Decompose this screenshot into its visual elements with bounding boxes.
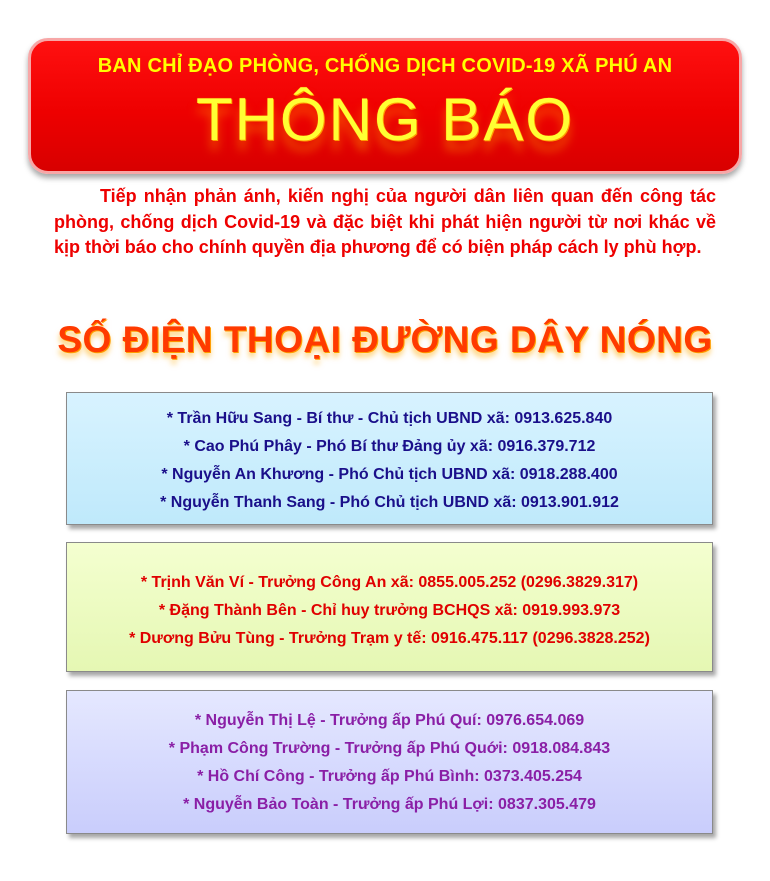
contact-line: * Nguyễn An Khương - Phó Chủ tịch UBND xã: 0918.288.400 <box>161 466 618 483</box>
banner-title: THÔNG BÁO <box>195 86 575 153</box>
contact-line: * Trần Hữu Sang - Bí thư - Chủ tịch UBND xã: 0913.625.840 <box>166 410 613 427</box>
notice-banner <box>28 38 742 174</box>
contact-line: * Đặng Thành Bên - Chỉ huy trưởng BCHQS xã: 0919.993.973 <box>158 602 621 619</box>
intro-paragraph: Tiếp nhận phản ánh, kiến nghị của người dân liên quan đến công tác phòng, chống dịch Covid-19 và đặc biệt khi phát hiện người từ nơi khác về kịp thời báo cho chính quyền địa phương để có biện pháp cách ly phù hợp. <box>54 186 716 257</box>
contact-group-hamlet-heads <box>66 690 713 834</box>
contact-line: * Nguyễn Thanh Sang - Phó Chủ tịch UBND xã: 0913.901.912 <box>160 494 619 511</box>
contact-line: * Cao Phú Phây - Phó Bí thư Đảng ủy xã: 0916.379.712 <box>183 438 596 455</box>
hotline-heading: SỐ ĐIỆN THOẠI ĐƯỜNG DÂY NÓNG <box>57 319 713 360</box>
contact-line: * Nguyễn Bảo Toàn - Trưởng ấp Phú Lợi: 0837.305.479 <box>183 796 596 813</box>
contact-line: * Nguyễn Thị Lệ - Trưởng ấp Phú Quí: 0976.654.069 <box>194 712 585 729</box>
banner-subtitle: BAN CHỈ ĐẠO PHÒNG, CHỐNG DỊCH COVID-19 XÃ PHÚ AN <box>97 55 673 77</box>
contact-line: * Hồ Chí Công - Trưởng ấp Phú Bình: 0373.405.254 <box>197 768 582 785</box>
contact-line: * Phạm Công Trường - Trưởng ấp Phú Quới: 0918.084.843 <box>168 740 611 757</box>
contact-line: * Dương Bửu Tùng - Trưởng Trạm y tế: 0916.475.117 (0296.3828.252) <box>129 630 650 647</box>
contact-group-security-health <box>66 542 713 672</box>
contact-group-commune-leaders <box>66 392 713 525</box>
contact-line: * Trịnh Văn Ví - Trưởng Công An xã: 0855.005.252 (0296.3829.317) <box>140 574 639 591</box>
